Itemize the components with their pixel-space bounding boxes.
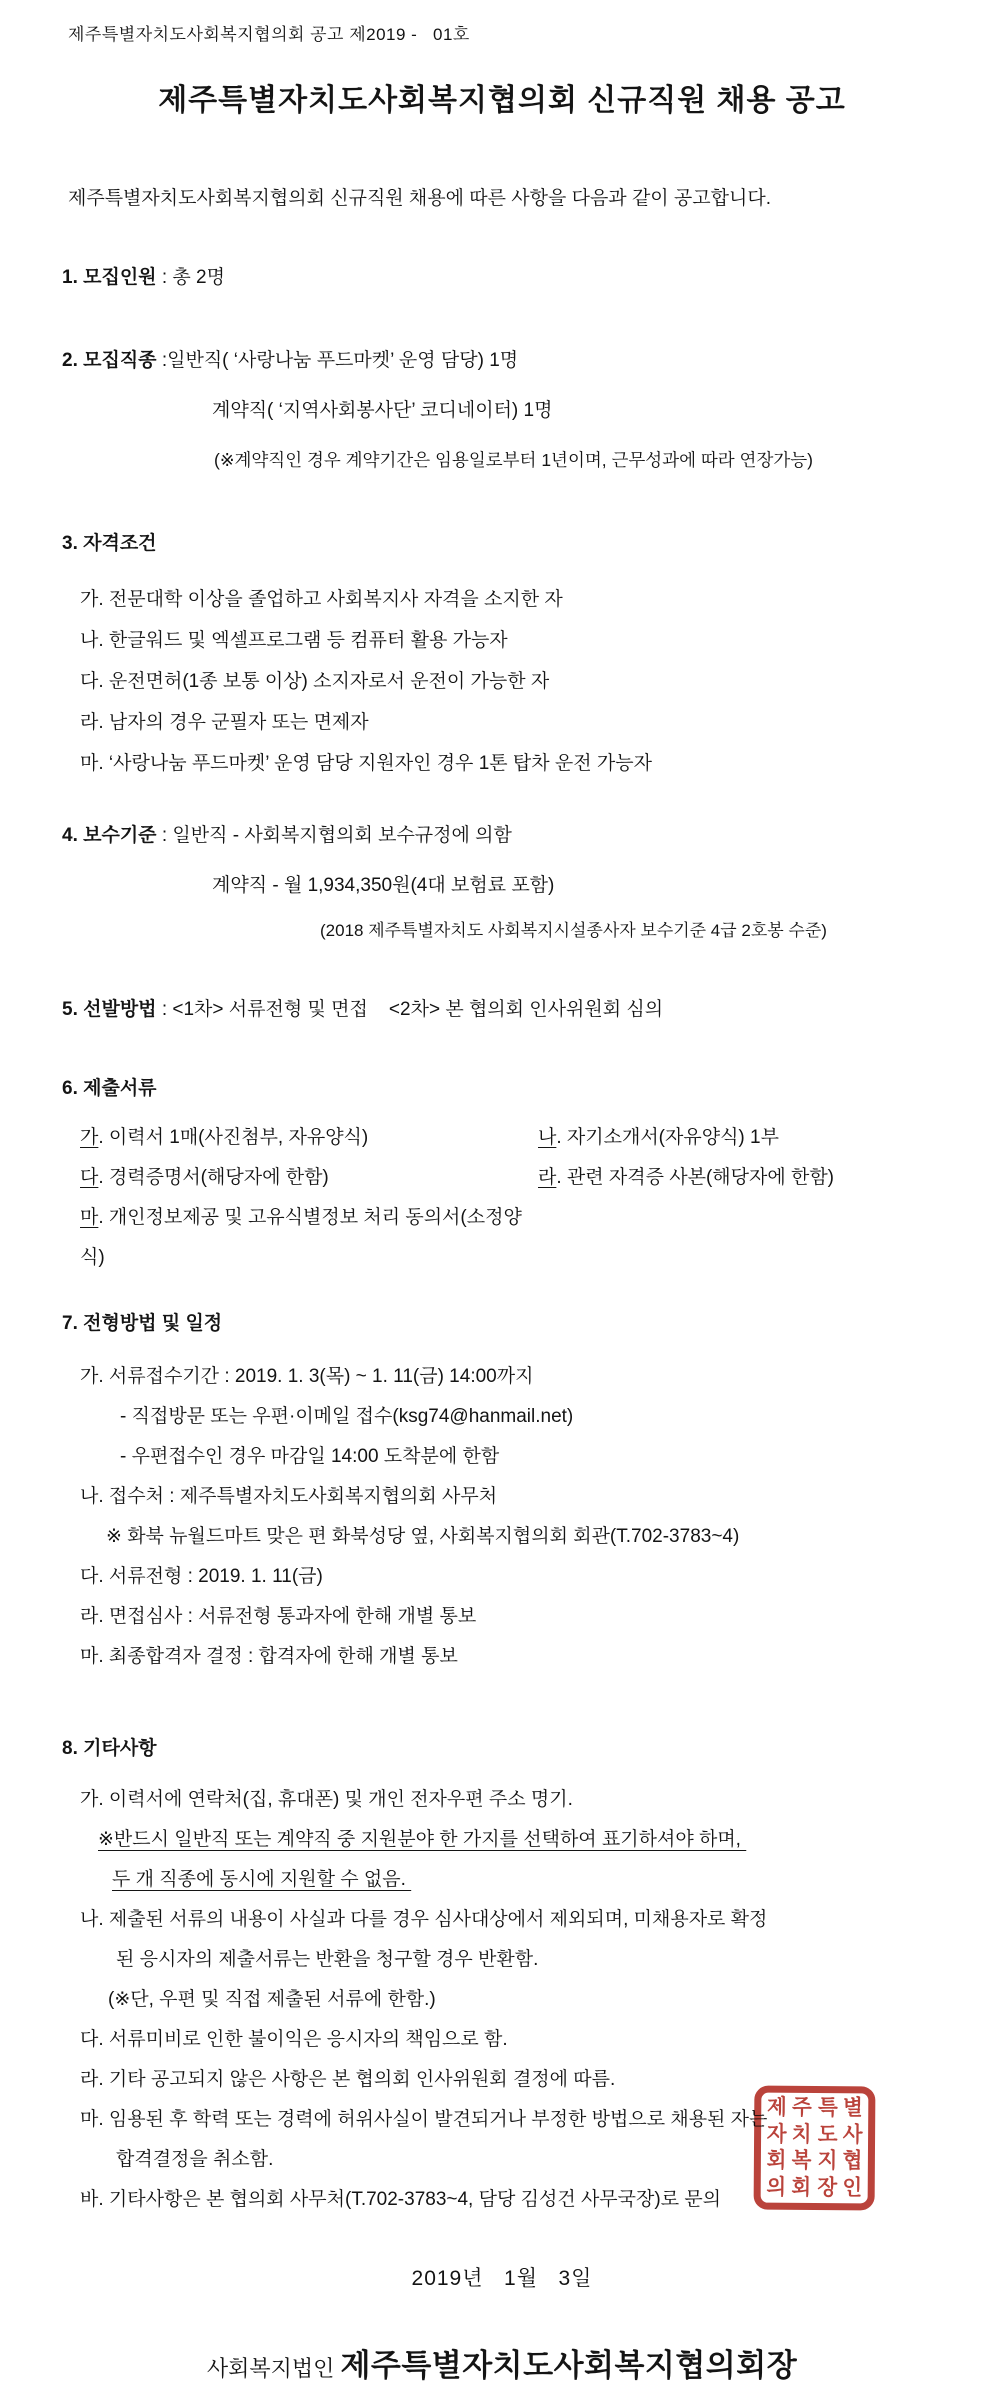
list-item: [80, 1198, 538, 1278]
list-item: 나. 접수처 : 제주특별자치도사회복지협의회 사무처: [80, 1486, 498, 1507]
section-3-items: [62, 579, 942, 784]
seal-char: 제: [766, 2095, 787, 2120]
list-item: 가. 서류접수기간 : 2019. 1. 3(목) ~ 1. 11(금) 14:00까지: [80, 1366, 534, 1387]
item-text: . 자기소개서(자유양식) 1부: [556, 1127, 779, 1148]
list-item: - 우편접수인 경우 마감일 14:00 도착분에 한함: [120, 1446, 500, 1467]
seal-char: 주: [792, 2095, 813, 2120]
seal-text-grid: [761, 2093, 869, 2204]
list-item: 합격결정을 취소함.: [116, 2149, 274, 2170]
section-2-note: (※계약직인 경우 계약기간은 임용일로부터 1년이며, 근무성과에 따라 연장가능): [214, 450, 814, 470]
list-item: 가. 이력서에 연락처(집, 휴대폰) 및 개인 전자우편 주소 명기.: [80, 1789, 573, 1810]
seal-char: 회: [766, 2148, 787, 2173]
list-item: [538, 1118, 779, 1158]
page-title: 제주특별자치도사회복지협의회 신규직원 채용 공고: [158, 84, 846, 117]
list-item: 다. 서류미비로 인한 불이익은 응시자의 책임으로 함.: [80, 2029, 508, 2050]
list-item: (※단, 우편 및 직접 제출된 서류에 한함.): [108, 1989, 436, 2010]
item-letter: 라: [538, 1167, 557, 1188]
item-text: . 관련 자격증 사본(해당자에 한함): [556, 1167, 835, 1188]
seal-char: 도: [817, 2122, 838, 2147]
item-text: . 이력서 1매(사진첨부, 자유양식): [98, 1127, 369, 1148]
section-6-items: [62, 1118, 942, 1278]
seal-char: 치: [792, 2122, 812, 2147]
section-1-label: 1. 모집인원: [62, 267, 157, 288]
section-2-heading: [62, 345, 942, 372]
section-6: [62, 1073, 942, 1278]
list-item: 마. 최종합격자 결정 : 합격자에 한해 개별 통보: [80, 1646, 458, 1667]
section-4-note: (2018 제주특별자치도 사회복지시설종사자 보수기준 4급 2호봉 수준): [320, 921, 827, 940]
list-item: - 직접방문 또는 우편·이메일 접수(ksg74@hanmail.net): [120, 1406, 574, 1427]
section-7-items: [62, 1357, 942, 1677]
list-item: 두 개 직종에 동시에 지원할 수 없음.: [112, 1869, 412, 1890]
section-2: [62, 345, 942, 472]
seal-char: 인: [842, 2175, 863, 2200]
list-item: 마. 임용된 후 학력 또는 경력에 허위사실이 발견되거나 부정한 방법으로 채용된 자는: [80, 2109, 768, 2130]
section-4: [62, 820, 942, 941]
section-5-text: : <1차> 서류전형 및 면접 <2차> 본 협의회 인사위원회 심의: [156, 999, 664, 1020]
list-item: 가. 전문대학 이상을 졸업하고 사회복지사 자격을 소지한 자: [80, 589, 563, 610]
seal-char: 특: [817, 2096, 838, 2121]
intro-text: 제주특별자치도사회복지협의회 신규직원 채용에 따른 사항을 다음과 같이 공고합니다.: [68, 188, 771, 209]
list-item: 다. 서류전형 : 2019. 1. 11(금): [80, 1566, 323, 1587]
section-1-text: : 총 2명: [156, 267, 225, 288]
list-item: 라. 남자의 경우 군필자 또는 면제자: [80, 712, 369, 733]
signer-name: 제주특별자치도사회복지협의회장: [340, 2348, 798, 2383]
section-7: [62, 1308, 942, 1677]
section-3: [62, 528, 942, 784]
item-text: . 경력증명서(해당자에 한함): [98, 1167, 329, 1188]
section-4-heading: [62, 820, 942, 847]
section-8-label: 8. 기타사항: [62, 1738, 157, 1759]
list-item: ※ 화북 뉴월드마트 맞은 편 화북성당 옆, 사회복지협의회 회관(T.702-3783~4): [106, 1526, 740, 1547]
section-2-line2: 계약직( ‘지역사회봉사단’ 코디네이터) 1명: [212, 400, 553, 421]
seal-char: 의: [766, 2175, 787, 2200]
list-item: 된 응시자의 제출서류는 반환을 청구할 경우 반환함.: [116, 1949, 539, 1970]
section-4-label: 4. 보수기준: [62, 825, 157, 846]
seal-char: 자: [766, 2122, 787, 2147]
doc-number: 제주특별자치도사회복지협의회 공고 제2019 - 01호: [68, 25, 470, 44]
seal-char: 협: [842, 2149, 863, 2174]
section-2-label: 2. 모집직종: [62, 350, 157, 371]
announcement-date: 2019년 1월 3일: [411, 2267, 593, 2290]
section-2-text: :일반직( ‘사랑나눔 푸드마켓’ 운영 담당) 1명: [156, 350, 519, 371]
list-item: 라. 면접심사 : 서류전형 통과자에 한해 개별 통보: [80, 1606, 477, 1627]
section-5-label: 5. 선발방법: [62, 999, 157, 1020]
seal-char: 별: [842, 2096, 863, 2121]
section-3-label: 3. 자격조건: [62, 533, 157, 554]
item-letter: 나: [538, 1127, 557, 1148]
item-letter: 가: [80, 1127, 99, 1148]
item-letter: 다: [80, 1167, 99, 1188]
section-4-line2: 계약직 - 월 1,934,350원(4대 보험료 포함): [212, 875, 555, 896]
section-6-label: 6. 제출서류: [62, 1078, 157, 1099]
official-seal-stamp: [754, 2086, 876, 2211]
section-4-text: : 일반직 - 사회복지협의회 보수규정에 의함: [156, 825, 512, 846]
document-row: [80, 1118, 942, 1158]
seal-char: 회: [791, 2175, 812, 2200]
document-row: [80, 1198, 942, 1278]
list-item: [80, 1118, 538, 1158]
list-item: 라. 기타 공고되지 않은 사항은 본 협의회 인사위원회 결정에 따름.: [80, 2069, 616, 2090]
signer-prefix: 사회복지법인: [206, 2356, 341, 2381]
list-item: [80, 1158, 538, 1198]
list-item: 나. 한글워드 및 엑셀프로그램 등 컴퓨터 활용 가능자: [80, 630, 508, 651]
signature-line: [62, 2340, 942, 2385]
section-5-heading: [62, 994, 942, 1021]
section-1-heading: [62, 262, 942, 289]
list-item: 마. ‘사랑나눔 푸드마켓’ 운영 담당 지원자인 경우 1톤 탑차 운전 가능자: [80, 753, 652, 774]
list-item: 바. 기타사항은 본 협의회 사무처(T.702-3783~4, 담당 김성건 사무국장)로 문의: [80, 2189, 722, 2210]
section-7-label: 7. 전형방법 및 일정: [62, 1313, 223, 1334]
document-row: [80, 1158, 942, 1198]
seal-char: 장: [816, 2175, 837, 2200]
list-item: 나. 제출된 서류의 내용이 사실과 다를 경우 심사대상에서 제외되며, 미채용자로 확정: [80, 1909, 768, 1930]
seal-char: 복: [791, 2148, 812, 2173]
item-letter: 마: [80, 1207, 99, 1228]
list-item: [538, 1158, 834, 1198]
item-text: . 개인정보제공 및 고유식별정보 처리 동의서(소정양식): [80, 1207, 522, 1268]
list-item: ※반드시 일반직 또는 계약직 중 지원분야 한 가지를 선택하여 표기하셔야 하며,: [98, 1829, 747, 1850]
seal-char: 지: [817, 2149, 837, 2174]
seal-char: 사: [842, 2122, 863, 2147]
list-item: 다. 운전면허(1종 보통 이상) 소지자로서 운전이 가능한 자: [80, 671, 550, 692]
